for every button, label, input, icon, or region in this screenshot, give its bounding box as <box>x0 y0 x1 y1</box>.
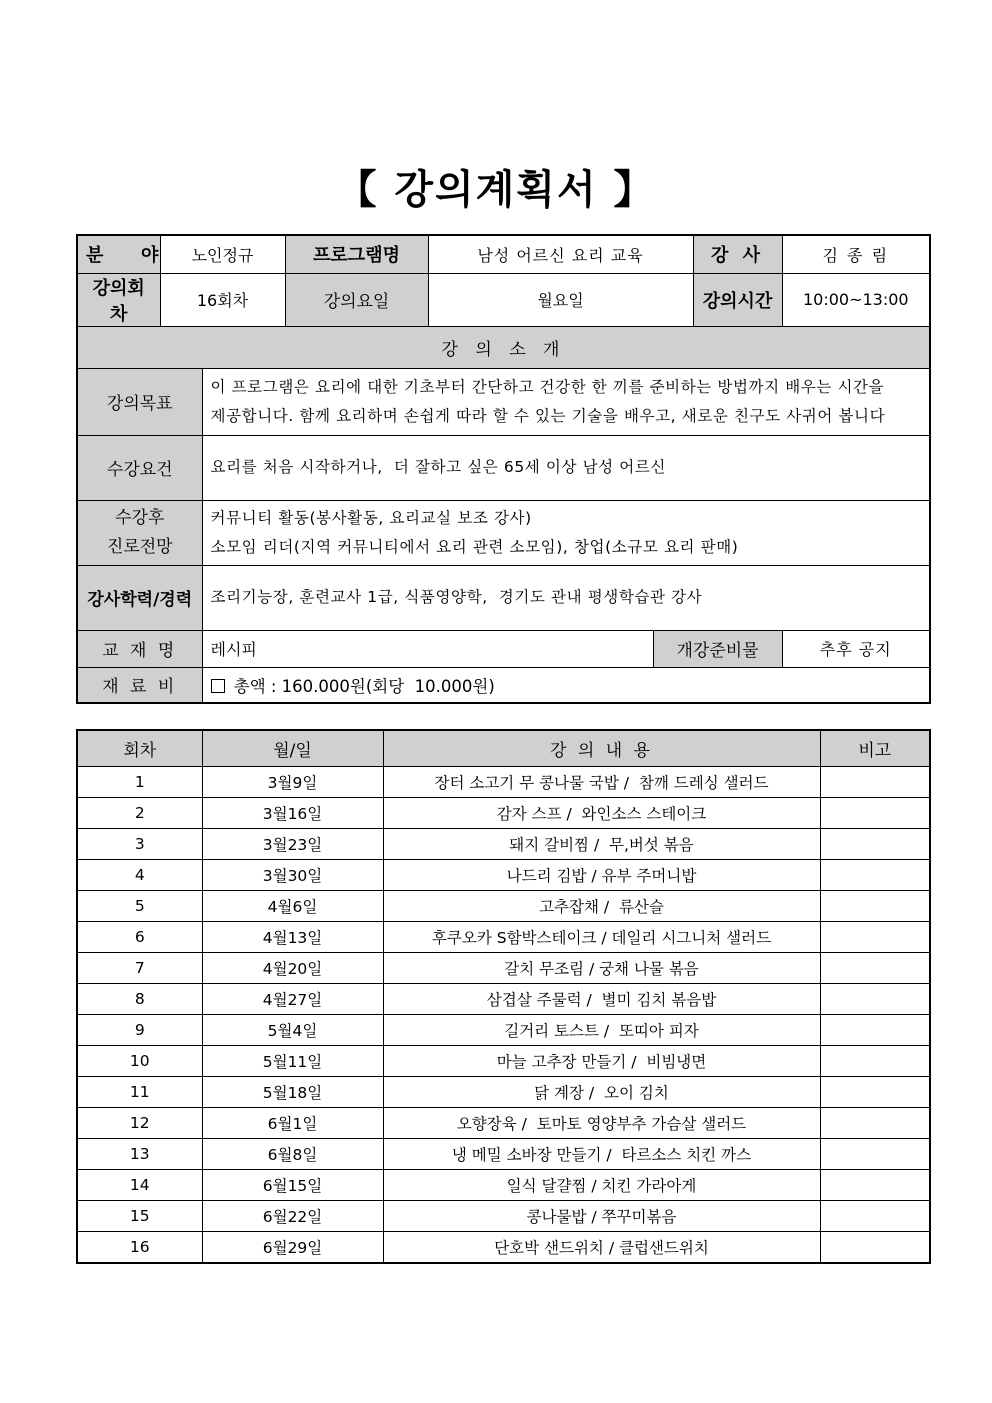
course-info-table <box>76 234 931 704</box>
goal-line-2: 제공합니다. 함께 요리하며 손쉽게 따라 할 수 있는 기술을 배우고, 새로운 친구도 사귀어 봅니다 <box>210 406 886 425</box>
table-row <box>77 1046 930 1077</box>
table-row <box>77 1108 930 1139</box>
cell-no: 2 <box>77 798 202 829</box>
cell-no: 11 <box>77 1077 202 1108</box>
intro-header-row <box>77 326 930 368</box>
cell-content: 콩나물밥 / 쭈꾸미볶음 <box>383 1201 820 1232</box>
requirement-value: 요리를 처음 시작하거나, 더 잘하고 싶은 65세 이상 남성 어르신 <box>202 435 930 500</box>
title-bracket-right: 】 <box>613 167 656 213</box>
goal-line-1: 이 프로그램은 요리에 대한 기초부터 간단하고 건강한 한 끼를 준비하는 방법까지 배우는 시간을 <box>210 377 885 396</box>
program-value: 남성 어르신 요리 교육 <box>428 235 693 273</box>
program-label: 프로그램명 <box>285 235 428 273</box>
cell-content: 나드리 김밥 / 유부 주머니밥 <box>383 860 820 891</box>
cell-no: 16 <box>77 1232 202 1264</box>
career-row <box>77 500 930 565</box>
header-content: 강 의 내 용 <box>383 730 820 767</box>
cell-date: 4월27일 <box>202 984 383 1015</box>
time-value: 10:00~13:00 <box>782 273 930 326</box>
table-row <box>77 1201 930 1232</box>
cell-no: 3 <box>77 829 202 860</box>
cell-content: 마늘 고추장 만들기 / 비빔냉면 <box>383 1046 820 1077</box>
cell-content: 돼지 갈비찜 / 무,버섯 볶음 <box>383 829 820 860</box>
instructor-value: 김 종 림 <box>782 235 930 273</box>
cell-note <box>820 1201 930 1232</box>
table-row <box>77 767 930 798</box>
prep-value: 추후 공지 <box>782 630 930 667</box>
cell-note <box>820 798 930 829</box>
cell-note <box>820 860 930 891</box>
fee-cell <box>202 667 930 703</box>
cell-date: 3월16일 <box>202 798 383 829</box>
table-row <box>77 922 930 953</box>
cell-no: 13 <box>77 1139 202 1170</box>
table-row <box>77 1170 930 1201</box>
cell-note <box>820 1077 930 1108</box>
cell-no: 12 <box>77 1108 202 1139</box>
info-row-2 <box>77 273 930 326</box>
bio-value: 조리기능장, 훈련교사 1급, 식품영양학, 경기도 관내 평생학습관 강사 <box>202 565 930 630</box>
table-row <box>77 829 930 860</box>
cell-note <box>820 1139 930 1170</box>
cell-date: 6월1일 <box>202 1108 383 1139</box>
cell-content: 장터 소고기 무 콩나물 국밥 / 참깨 드레싱 샐러드 <box>383 767 820 798</box>
title-text: 강의계획서 <box>394 167 598 213</box>
cell-note <box>820 1015 930 1046</box>
cell-note <box>820 767 930 798</box>
cell-note <box>820 922 930 953</box>
header-no: 회차 <box>77 730 202 767</box>
cell-no: 15 <box>77 1201 202 1232</box>
goal-label: 강의목표 <box>77 368 202 435</box>
cell-note <box>820 953 930 984</box>
session-count-label: 강의회차 <box>77 273 160 326</box>
cell-content: 오향장육 / 토마토 영양부추 가슴살 샐러드 <box>383 1108 820 1139</box>
textbook-label: 교 재 명 <box>77 630 202 667</box>
table-row <box>77 798 930 829</box>
cell-note <box>820 1108 930 1139</box>
cell-no: 10 <box>77 1046 202 1077</box>
day-label: 강의요일 <box>285 273 428 326</box>
table-row <box>77 984 930 1015</box>
cell-note <box>820 1232 930 1264</box>
session-count-value: 16회차 <box>160 273 285 326</box>
title-bracket-left: 【 <box>336 167 379 213</box>
bio-label: 강사학력/경력 <box>77 565 202 630</box>
schedule-table <box>76 729 931 1264</box>
cell-date: 6월22일 <box>202 1201 383 1232</box>
table-row <box>77 1015 930 1046</box>
bio-row <box>77 565 930 630</box>
cell-no: 6 <box>77 922 202 953</box>
cell-no: 14 <box>77 1170 202 1201</box>
career-label-line-2: 진로전망 <box>106 536 173 557</box>
prep-label: 개강준비물 <box>653 630 782 667</box>
cell-content: 갈치 무조림 / 궁채 나물 볶음 <box>383 953 820 984</box>
cell-date: 4월20일 <box>202 953 383 984</box>
cell-date: 5월18일 <box>202 1077 383 1108</box>
cell-no: 1 <box>77 767 202 798</box>
table-row <box>77 953 930 984</box>
schedule-body <box>77 767 930 1264</box>
cell-content: 일식 달걀찜 / 치킨 가라아게 <box>383 1170 820 1201</box>
requirement-label: 수강요건 <box>77 435 202 500</box>
cell-content: 삼겹살 주물럭 / 별미 김치 볶음밥 <box>383 984 820 1015</box>
info-row-1 <box>77 235 930 273</box>
cell-note <box>820 1046 930 1077</box>
cell-no: 5 <box>77 891 202 922</box>
career-label-line-1: 수강후 <box>115 507 165 528</box>
career-line-2: 소모임 리더(지역 커뮤니티에서 요리 관련 소모임), 창업(소규모 요리 판매) <box>210 537 739 556</box>
cell-note <box>820 829 930 860</box>
schedule-header-row <box>77 730 930 767</box>
cell-content: 후쿠오카 S함박스테이크 / 데일리 시그니처 샐러드 <box>383 922 820 953</box>
cell-date: 6월29일 <box>202 1232 383 1264</box>
textbook-row <box>77 630 930 667</box>
cell-date: 4월13일 <box>202 922 383 953</box>
day-value: 월요일 <box>428 273 693 326</box>
cell-date: 5월11일 <box>202 1046 383 1077</box>
fee-label: 재 료 비 <box>77 667 202 703</box>
textbook-value: 레시피 <box>202 630 653 667</box>
table-row <box>77 1139 930 1170</box>
table-row <box>77 891 930 922</box>
cell-date: 3월30일 <box>202 860 383 891</box>
field-label: 분 야 <box>77 235 160 273</box>
table-row <box>77 860 930 891</box>
goal-text <box>202 368 930 435</box>
cell-no: 9 <box>77 1015 202 1046</box>
page-title <box>0 158 992 215</box>
career-label <box>77 500 202 565</box>
fee-value: 총액 : 160.000원(회당 10.000원) <box>233 676 495 696</box>
header-date: 월/일 <box>202 730 383 767</box>
cell-content: 고추잡채 / 류산슬 <box>383 891 820 922</box>
fee-row <box>77 667 930 703</box>
cell-date: 3월9일 <box>202 767 383 798</box>
cell-content: 닭 계장 / 오이 김치 <box>383 1077 820 1108</box>
cell-content: 감자 스프 / 와인소스 스테이크 <box>383 798 820 829</box>
goal-row <box>77 368 930 435</box>
cell-date: 3월23일 <box>202 829 383 860</box>
time-label: 강의시간 <box>693 273 782 326</box>
table-row <box>77 1232 930 1264</box>
cell-content: 냉 메밀 소바장 만들기 / 타르소스 치킨 까스 <box>383 1139 820 1170</box>
cell-content: 길거리 토스트 / 또띠아 피자 <box>383 1015 820 1046</box>
cell-note <box>820 984 930 1015</box>
cell-no: 4 <box>77 860 202 891</box>
cell-date: 5월4일 <box>202 1015 383 1046</box>
cell-date: 6월15일 <box>202 1170 383 1201</box>
cell-note <box>820 891 930 922</box>
instructor-label: 강 사 <box>693 235 782 273</box>
career-line-1: 커뮤니티 활동(봉사활동, 요리교실 보조 강사) <box>210 508 532 527</box>
requirement-row <box>77 435 930 500</box>
career-text <box>202 500 930 565</box>
cell-note <box>820 1170 930 1201</box>
table-row <box>77 1077 930 1108</box>
checkbox-icon <box>211 679 225 693</box>
cell-content: 단호박 샌드위치 / 클럽샌드위치 <box>383 1232 820 1264</box>
cell-no: 8 <box>77 984 202 1015</box>
header-note: 비고 <box>820 730 930 767</box>
field-value: 노인정규 <box>160 235 285 273</box>
intro-header: 강 의 소 개 <box>77 326 930 368</box>
cell-date: 6월8일 <box>202 1139 383 1170</box>
cell-no: 7 <box>77 953 202 984</box>
cell-date: 4월6일 <box>202 891 383 922</box>
